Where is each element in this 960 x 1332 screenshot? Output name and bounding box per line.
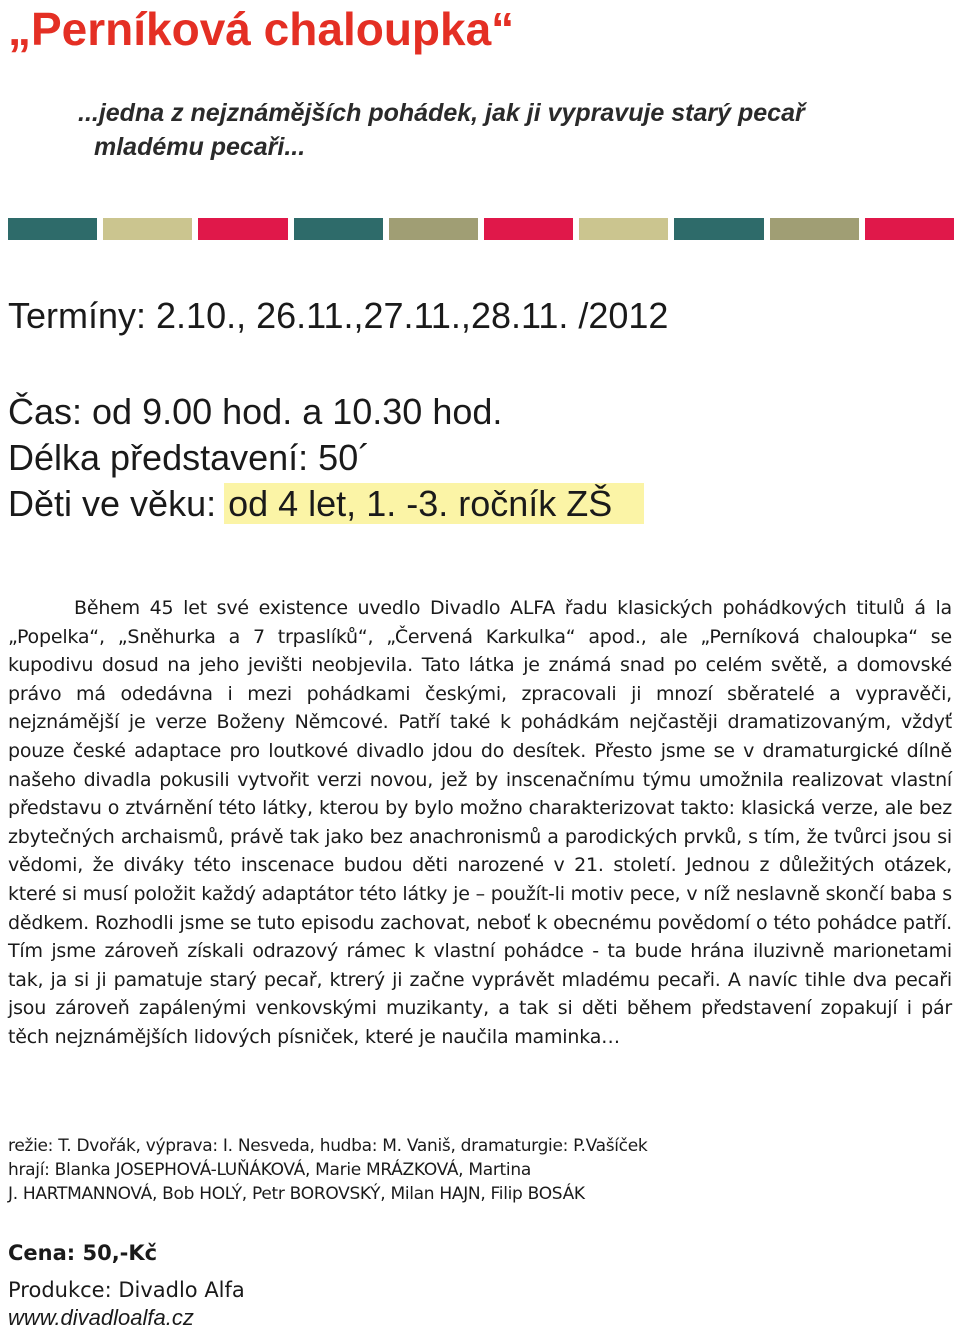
age-value-highlight: od 4 let, 1. -3. ročník ZŠ xyxy=(224,483,644,524)
stripe-block-2 xyxy=(103,218,192,240)
duration-line: Délka představení: 50´ xyxy=(8,437,371,478)
description-paragraph xyxy=(8,594,952,1052)
subtitle xyxy=(78,96,938,164)
age-line xyxy=(8,482,644,526)
credits-block xyxy=(8,1134,952,1206)
credits-cast-continued: J. HARTMANNOVÁ, Bob HOLÝ, Petr BOROVSKÝ, Milan HAJN, Filip BOSÁK xyxy=(8,1184,585,1204)
stripe-block-10 xyxy=(865,218,954,240)
time-line: Čas: od 9.00 hod. a 10.30 hod. xyxy=(8,391,503,432)
stripe-block-6 xyxy=(484,218,573,240)
stripe-block-7 xyxy=(579,218,668,240)
website-link[interactable]: www.divadloalfa.cz xyxy=(8,1305,194,1330)
page-title: „Perníková chaloupka“ xyxy=(8,3,515,55)
dates-line: Termíny: 2.10., 26.11.,27.11.,28.11. /2012 xyxy=(8,295,669,336)
stripe-block-5 xyxy=(389,218,478,240)
subtitle-line-1: ...jedna z nejznámějších pohádek, jak ji vypravuje starý pecař xyxy=(78,99,805,127)
age-label: Děti ve věku: xyxy=(8,483,217,524)
subtitle-line-2: mladému pecaři... xyxy=(94,133,306,161)
stripe-block-8 xyxy=(674,218,763,240)
description-text: Během 45 let své existence uvedlo Divadlo ALFA řadu klasických pohádkových titulů á la „Popelka“, „Sněhurka a 7 trpaslíků“, „Červená Karkulka“ apod., ale „Perníková chaloupka“ se kupodivu dosud na jeho jevišti neobjevila. Tato látka je známá snad po celém světě, a domovské právo má odedávna i mezi pohádkami českými, zpracovali ji mnozí sběratelé a vypravěči, nejznámější je verze Boženy Němcové. Patří také k pohádkám nejčastěji dramatizovaným, vždyť pouze české adaptace pro loutkové divadlo jdou do desítek. Přesto jsme se v dramaturgické dílně našeho divadla pokusili vytvořit verzi novou, jež by inscenačnímu týmu umožnila realizovat vlastní představu o ztvárnění této látky, kterou by bylo možno charakterizovat takto: klasická verze, ale bez zbytečných archaismů, právě tak jako bez anachronismů a parodických prvků, s tím, že tvůrci jsou si vědomi, že diváky této inscenace budou děti narozené v 21. století. Jednou z důležitých otázek, které si musí položit každý adaptátor této látky je – použít-li motiv pece, v níž neslavně skončí baba s dědkem. Rozhodli jsme se tuto episodu zachovat, neboť k obecnému povědomí o této pohádce patří. Tím jsme zároveň získali odrazový rámec k vlastní pohádce - ta bude hrána iluzivně marionetami tak, ja si ji pamatuje starý pecař, ktrerý ji začne vyprávět mladému pecaři. A navíc tihle dva pecaři jsou zároveň zapálenými venkovskými muzikanty, a tak si děti během představení zopakují i pár těch nejznámějších lidových písniček, které je naučila maminka… xyxy=(8,597,952,1048)
stripe-block-3 xyxy=(198,218,287,240)
stripe-block-1 xyxy=(8,218,97,240)
stripe-block-4 xyxy=(294,218,383,240)
decorative-color-stripe xyxy=(8,218,954,240)
production: Produkce: Divadlo Alfa xyxy=(8,1278,245,1302)
price: Cena: 50,-Kč xyxy=(8,1241,158,1265)
stripe-block-9 xyxy=(770,218,859,240)
credits-direction: režie: T. Dvořák, výprava: I. Nesveda, hudba: M. Vaniš, dramaturgie: P.Vašíček xyxy=(8,1136,648,1156)
credits-cast: hrají: Blanka JOSEPHOVÁ-LUŇÁKOVÁ, Marie MRÁZKOVÁ, Martina xyxy=(8,1160,531,1180)
